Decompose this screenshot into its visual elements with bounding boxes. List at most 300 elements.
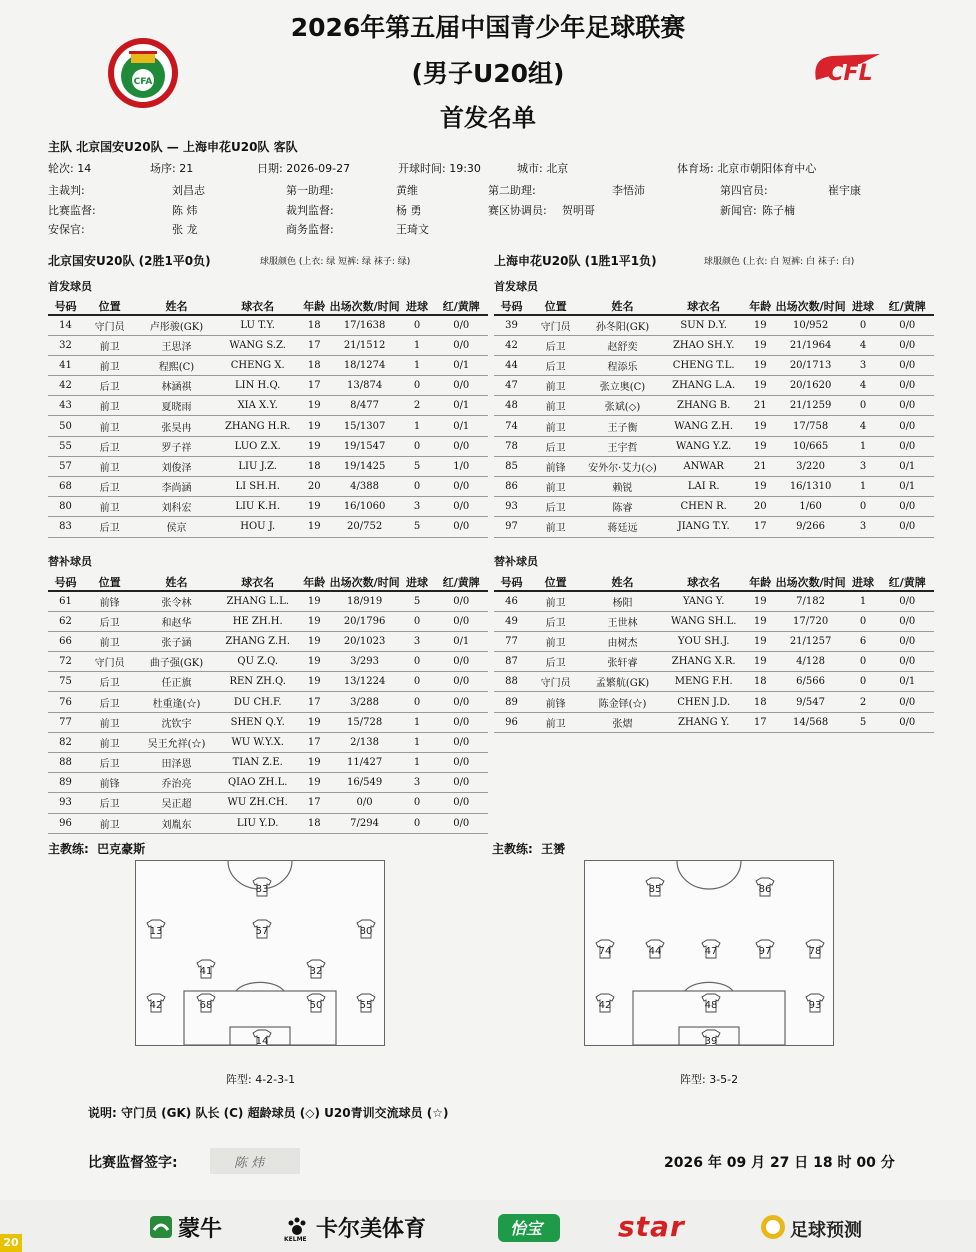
cell-age: 19 [299,753,330,773]
cell-apps-minutes: 13/1224 [330,672,400,692]
cell-number: 50 [48,416,83,436]
cell-position: 前卫 [83,396,136,416]
table-row [48,315,488,335]
player-shirt-number: 80 [359,926,373,937]
cell-shirt-name: WU ZH.CH. [217,793,299,813]
column-header-apps-minutes: 出场次数/时间 [329,300,400,313]
cell-number: 86 [494,477,529,497]
table-row [48,335,488,355]
table-row [494,376,934,396]
cell-cards: 0/0 [435,712,489,732]
column-header-cards: 红/黄牌 [881,574,935,591]
column-header-name: 姓名 [136,574,216,591]
kelme-small-text: KELME [284,1236,307,1243]
cell-goals: 5 [846,712,881,732]
cell-number: 88 [494,672,529,692]
away-formation-label: 阵型: [680,1073,706,1086]
official-name: 刘昌志 [172,184,205,197]
player-shirt-icon [197,994,215,1012]
cell-shirt-name: SUN D.Y. [663,315,745,335]
home-formation-pitch [135,860,385,1046]
cell-apps-minutes: 16/1310 [776,477,846,497]
corner-badge: 20 [0,1234,22,1252]
cell-position: 后卫 [83,692,136,712]
cell-cards: 0/0 [435,773,489,793]
cell-position: 后卫 [83,611,136,631]
cell-position: 前卫 [529,591,582,611]
cell-shirt-name: WANG SH.L. [663,611,745,631]
cell-cards: 0/0 [881,517,935,537]
cell-goals: 4 [846,335,881,355]
table-row [494,477,934,497]
home-formation [226,1071,295,1087]
cell-position: 后卫 [529,611,582,631]
cell-goals: 1 [400,416,435,436]
cell-cards: 0/0 [881,652,935,672]
table-row [494,692,934,712]
sponsor-kelme: 卡尔美体育 [316,1217,427,1242]
cell-goals: 0 [400,376,435,396]
cell-name: 程添乐 [582,355,662,375]
cell-age: 17 [299,732,330,752]
official-label: 第四官员: [720,184,768,197]
cell-apps-minutes: 7/294 [330,813,400,833]
column-header-age: 年龄 [299,574,330,591]
cell-number: 80 [48,497,83,517]
player-shirt-icon [702,994,720,1012]
cell-goals: 3 [400,773,435,793]
column-header-name: 姓名 [136,298,216,315]
cell-goals: 5 [400,591,435,611]
signature-date: 2026 年 09 月 27 日 18 时 00 分 [664,1155,895,1171]
table-row [494,631,934,651]
cell-number: 68 [48,477,83,497]
player-shirt-number: 74 [598,946,612,957]
venue: 体育场: 北京市朝阳体育中心 [677,162,817,175]
cell-number: 14 [48,315,83,335]
cell-number: 87 [494,652,529,672]
table-row [48,477,488,497]
cell-position: 后卫 [83,517,136,537]
home-formation-label: 阵型: [226,1073,252,1086]
column-header-position: 位置 [529,574,582,591]
cell-cards: 0/0 [881,335,935,355]
pitch-lines [585,861,833,1045]
sponsor-star: star [618,1210,685,1243]
table-row [494,436,934,456]
player-shirt-icon [307,994,325,1012]
cell-goals: 5 [400,517,435,537]
cell-number: 89 [494,692,529,712]
cell-age: 19 [745,416,776,436]
cell-apps-minutes: 4/128 [776,652,846,672]
cell-name: 刘俊泽 [136,456,216,476]
cell-position: 前卫 [83,456,136,476]
cell-cards: 0/0 [881,712,935,732]
cell-goals: 1 [846,477,881,497]
player-shirt-number: 13 [149,926,163,937]
cell-apps-minutes: 8/477 [330,396,400,416]
cell-position: 前卫 [529,477,582,497]
cell-apps-minutes: 17/720 [776,611,846,631]
cell-shirt-name: CHENG T.L. [663,355,745,375]
column-header-goals: 进球 [846,298,881,315]
cell-name: 赵舒奕 [582,335,662,355]
column-header-cards: 红/黄牌 [435,574,489,591]
cell-cards: 0/0 [435,813,489,833]
cell-number: 82 [48,732,83,752]
cell-age: 19 [745,436,776,456]
column-header-position: 位置 [83,574,136,591]
player-shirt-number: 57 [255,926,269,937]
cell-shirt-name: JIANG T.Y. [663,517,745,537]
cell-cards: 0/0 [435,692,489,712]
cell-name: 吴王允祥(☆) [136,732,216,752]
column-header-goals: 进球 [846,574,881,591]
cell-apps-minutes: 16/549 [330,773,400,793]
cell-cards: 0/1 [435,416,489,436]
cell-position: 前卫 [83,732,136,752]
official-name: 陈子楠 [762,204,795,217]
home-formation-value: 4-2-3-1 [255,1073,296,1086]
cell-age: 20 [745,497,776,517]
cell-goals: 1 [400,712,435,732]
cell-cards: 0/0 [435,315,489,335]
cell-name: 张轩睿 [582,652,662,672]
cell-position: 守门员 [83,652,136,672]
column-header-apps-minutes: 出场次数/时间 [775,300,846,313]
cell-name: 乔治亮 [136,773,216,793]
home-coach-label: 主教练: [48,842,89,856]
cell-apps-minutes: 4/388 [330,477,400,497]
cell-cards: 0/0 [881,611,935,631]
cell-goals: 0 [846,497,881,517]
signature-label: 比赛监督签字: [88,1155,178,1171]
cell-position: 前卫 [529,416,582,436]
cell-goals: 3 [400,497,435,517]
cell-goals: 1 [846,436,881,456]
cell-name: 侯京 [136,517,216,537]
pitch-marking [677,861,741,889]
column-header-goals: 进球 [400,298,435,315]
column-header-shirt-name: 球衣名 [217,298,299,315]
cell-position: 前卫 [83,416,136,436]
cell-apps-minutes: 16/1060 [330,497,400,517]
cell-number: 96 [494,712,529,732]
cell-name: 罗子祥 [136,436,216,456]
table-row [48,355,488,375]
cell-apps-minutes: 3/288 [330,692,400,712]
cell-name: 曲子强(GK) [136,652,216,672]
table-row [48,672,488,692]
cell-position: 前卫 [83,335,136,355]
player-shirt-number: 68 [199,1000,213,1011]
cell-shirt-name: WANG Z.H. [663,416,745,436]
cell-apps-minutes: 20/1023 [330,631,400,651]
cell-apps-minutes: 17/758 [776,416,846,436]
player-shirt-icon [756,940,774,958]
cell-number: 93 [494,497,529,517]
cell-age: 19 [745,591,776,611]
cell-number: 88 [48,753,83,773]
cell-apps-minutes: 20/1713 [776,355,846,375]
cell-name: 吴正超 [136,793,216,813]
player-shirt-number: 32 [309,966,323,977]
table-row [48,456,488,476]
cell-goals: 0 [846,652,881,672]
cell-goals: 1 [400,355,435,375]
column-header-number: 号码 [48,574,83,591]
player-shirt-number: 93 [808,1000,822,1011]
player-shirt-icon [357,994,375,1012]
cell-name: 张立奥(C) [582,376,662,396]
column-header-cards: 红/黄牌 [881,298,935,315]
cell-number: 66 [48,631,83,651]
cell-name: 张熠 [582,712,662,732]
cell-age: 17 [745,517,776,537]
cell-apps-minutes: 21/1257 [776,631,846,651]
cell-position: 前锋 [529,456,582,476]
player-shirt-icon [806,994,824,1012]
cell-position: 后卫 [529,497,582,517]
player-shirt-icon [147,920,165,938]
home-coach [48,840,145,857]
column-header-number: 号码 [48,298,83,315]
cell-goals: 5 [400,456,435,476]
cell-age: 19 [299,712,330,732]
home-subs-table [48,574,488,834]
cell-number: 55 [48,436,83,456]
cell-apps-minutes: 20/752 [330,517,400,537]
cell-age: 19 [299,436,330,456]
official-name: 陈 炜 [172,204,198,217]
cell-age: 17 [299,692,330,712]
cell-cards: 0/0 [435,376,489,396]
cell-goals: 3 [400,631,435,651]
home-coach-name: 巴克豪斯 [97,842,146,856]
cell-name: 王宇哲 [582,436,662,456]
cell-apps-minutes: 18/1274 [330,355,400,375]
cell-goals: 0 [400,477,435,497]
cell-position: 后卫 [83,376,136,396]
table-row [48,692,488,712]
cell-goals: 1 [400,335,435,355]
official-label: 新闻官: [720,204,757,217]
cell-age: 19 [745,652,776,672]
table-row [494,497,934,517]
cell-number: 44 [494,355,529,375]
cell-name: 孙冬阳(GK) [582,315,662,335]
cell-shirt-name: LIU J.Z. [217,456,299,476]
player-shirt-icon [253,878,271,896]
player-shirt-number: 97 [758,946,772,957]
cell-number: 62 [48,611,83,631]
away-coach-label: 主教练: [492,842,533,856]
official-label: 第二助理: [488,184,536,197]
table-row [48,591,488,611]
table-row [494,712,934,732]
cell-number: 47 [494,376,529,396]
cell-shirt-name: ZHANG Z.H. [217,631,299,651]
cell-name: 蒋廷远 [582,517,662,537]
cell-number: 39 [494,315,529,335]
cell-apps-minutes: 11/427 [330,753,400,773]
cell-age: 19 [299,497,330,517]
player-shirt-icon [197,960,215,978]
column-header-shirt-name: 球衣名 [663,574,745,591]
cell-age: 19 [745,355,776,375]
cell-name: 王思泽 [136,335,216,355]
cell-position: 守门员 [529,315,582,335]
cell-cards: 0/0 [435,591,489,611]
cell-shirt-name: ZHANG H.R. [217,416,299,436]
cell-age: 19 [299,416,330,436]
cell-name: 孟繁航(GK) [582,672,662,692]
cell-apps-minutes: 10/952 [776,315,846,335]
city: 城市: 北京 [517,162,569,175]
cell-cards: 0/0 [881,497,935,517]
player-shirt-icon [307,960,325,978]
cell-goals: 0 [400,692,435,712]
table-row [48,793,488,813]
cell-age: 18 [299,813,330,833]
cell-position: 前锋 [83,591,136,611]
player-shirt-icon [253,920,271,938]
cell-apps-minutes: 3/220 [776,456,846,476]
cell-cards: 0/0 [881,631,935,651]
cell-goals: 0 [400,672,435,692]
sponsor-yibao: 怡宝 [510,1219,543,1238]
cell-position: 前锋 [83,773,136,793]
table-row [494,611,934,631]
cell-apps-minutes: 13/874 [330,376,400,396]
official-name: 崔宇康 [828,184,861,197]
cell-age: 19 [299,672,330,692]
column-header-name: 姓名 [582,298,662,315]
cell-apps-minutes: 21/1512 [330,335,400,355]
cell-age: 19 [299,591,330,611]
pitch-lines [136,861,384,1045]
player-shirt-number: 44 [648,946,662,957]
cell-goals: 0 [846,611,881,631]
sponsor-football-prediction: 足球预测 [790,1220,862,1241]
table-row [494,672,934,692]
cell-position: 前卫 [83,712,136,732]
table-row [48,396,488,416]
cell-number: 76 [48,692,83,712]
table-row [48,813,488,833]
cell-shirt-name: ZHANG B. [663,396,745,416]
cell-age: 18 [745,692,776,712]
cell-goals: 3 [846,517,881,537]
cell-shirt-name: WANG Y.Z. [663,436,745,456]
cell-number: 32 [48,335,83,355]
pitch-marking [685,982,733,991]
cell-shirt-name: ANWAR [663,456,745,476]
cell-shirt-name: TIAN Z.E. [217,753,299,773]
away-formation-value: 3-5-2 [709,1073,739,1086]
away-formation-pitch [584,860,834,1046]
table-row [494,396,934,416]
cell-position: 后卫 [83,793,136,813]
cell-shirt-name: HE ZH.H. [217,611,299,631]
cell-number: 97 [494,517,529,537]
cell-position: 后卫 [83,753,136,773]
event-title: 2026年第五届中国青少年足球联赛 [290,13,686,42]
cell-apps-minutes: 20/1796 [330,611,400,631]
cell-cards: 0/0 [881,416,935,436]
cell-number: 96 [48,813,83,833]
player-shirt-number: 83 [255,884,269,895]
player-shirt-icon [357,920,375,938]
cell-number: 78 [494,436,529,456]
cell-shirt-name: YANG Y. [663,591,745,611]
match-date: 日期: 2026-09-27 [257,162,351,175]
official-name: 李悟沛 [612,184,645,197]
cell-number: 48 [494,396,529,416]
cell-number: 93 [48,793,83,813]
kickoff-time: 开球时间: 19:30 [398,162,481,175]
cell-cards: 0/0 [435,335,489,355]
table-row [48,376,488,396]
cell-age: 19 [299,631,330,651]
cell-age: 18 [299,456,330,476]
cell-apps-minutes: 14/568 [776,712,846,732]
column-header-age: 年龄 [745,574,776,591]
cell-name: 张昊冉 [136,416,216,436]
table-row [48,497,488,517]
cell-shirt-name: ZHANG L.L. [217,591,299,611]
cell-cards: 0/0 [881,396,935,416]
cell-shirt-name: ZHAO SH.Y. [663,335,745,355]
player-shirt-icon [147,994,165,1012]
cell-age: 19 [299,517,330,537]
cell-shirt-name: WANG S.Z. [217,335,299,355]
player-shirt-number: 48 [704,1000,718,1011]
cell-cards: 0/0 [435,611,489,631]
cell-age: 18 [299,315,330,335]
cell-position: 后卫 [529,652,582,672]
cell-position: 前卫 [83,631,136,651]
cell-name: 李尚涵 [136,477,216,497]
table-row [48,517,488,537]
cell-name: 田泽恩 [136,753,216,773]
player-shirt-icon [806,940,824,958]
player-shirt-number: 42 [149,1000,163,1011]
cfa-logo-text: CFA [133,77,153,87]
player-shirt-number: 14 [255,1036,269,1045]
cell-cards: 0/1 [881,477,935,497]
cell-apps-minutes: 9/547 [776,692,846,712]
cell-name: 陈睿 [582,497,662,517]
cell-apps-minutes: 6/566 [776,672,846,692]
cell-shirt-name: ZHANG L.A. [663,376,745,396]
cell-number: 89 [48,773,83,793]
cell-name: 刘科宏 [136,497,216,517]
cell-name: 王子衡 [582,416,662,436]
teams-line: 主队 北京国安U20队 — 上海申花U20队 客队 [48,140,298,154]
table-row [48,631,488,651]
pitch-marking [236,982,284,991]
cell-goals: 0 [400,813,435,833]
cell-number: 42 [494,335,529,355]
cell-cards: 0/0 [881,355,935,375]
cell-name: 林涵祺 [136,376,216,396]
cell-shirt-name: LI SH.H. [217,477,299,497]
mengniu-logo-icon [148,1214,174,1240]
legend-note: 说明: 守门员 (GK) 队长 (C) 超龄球员 (◇) U20青训交流球员 (☆) [88,1106,449,1120]
player-shirt-icon [702,940,720,958]
